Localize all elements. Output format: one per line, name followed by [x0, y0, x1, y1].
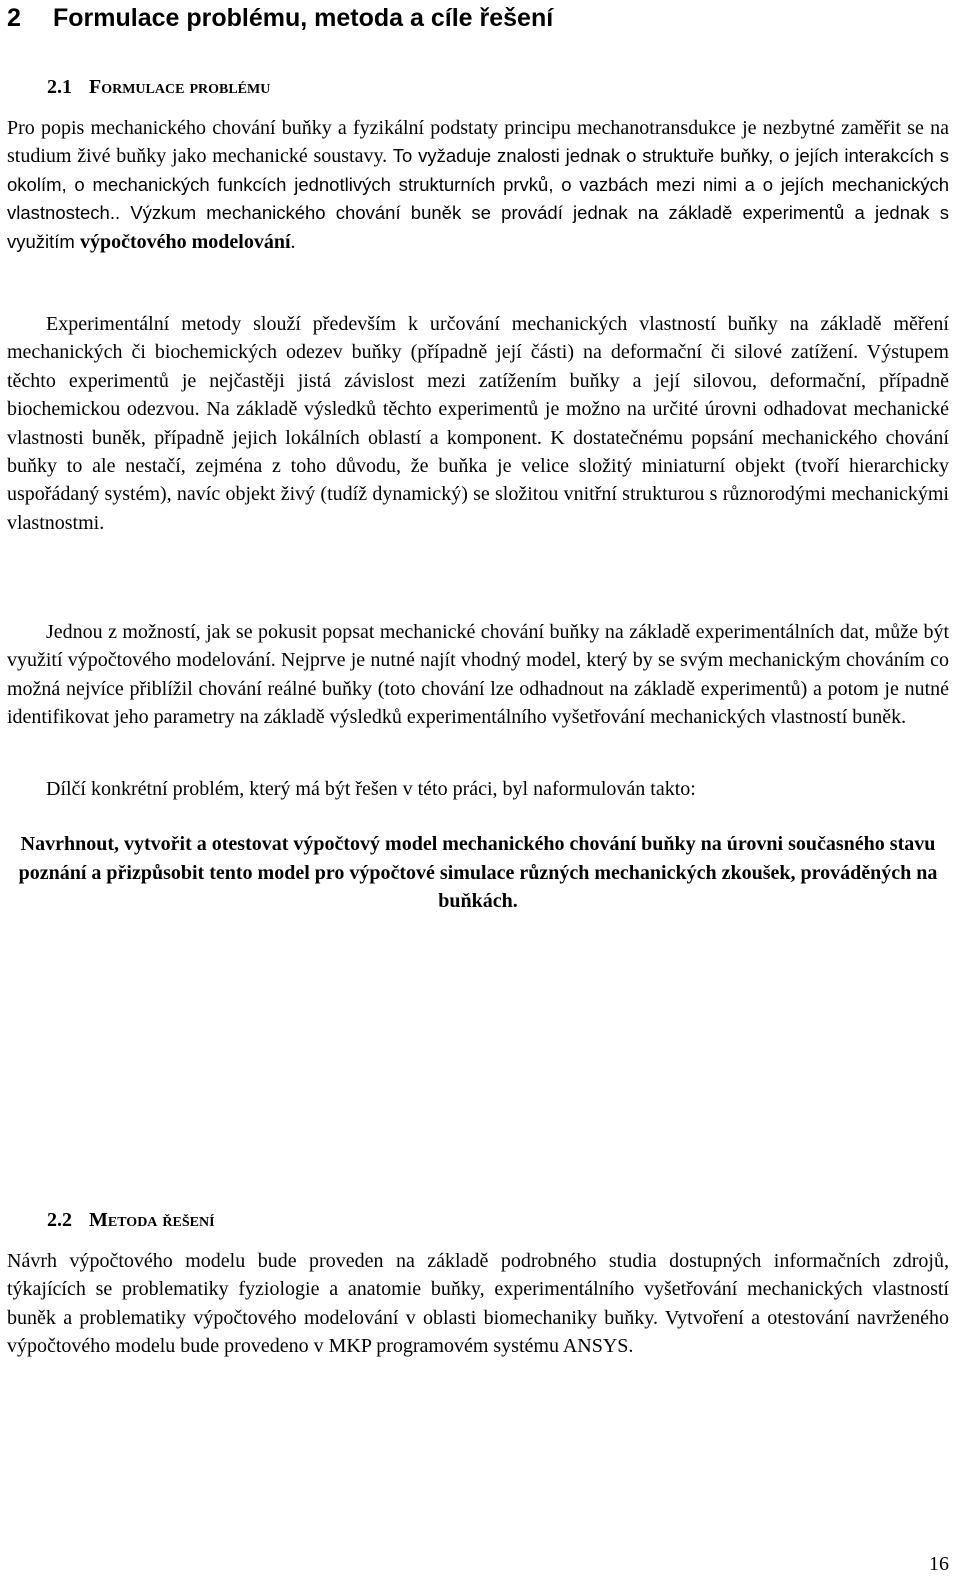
section-number: 2.2 — [47, 1209, 72, 1231]
section-heading-2-2 — [47, 1207, 215, 1233]
paragraph-problem-statement-intro: Dílčí konkrétní problém, který má být řešen v této práci, byl naformulován takto: — [46, 778, 696, 800]
paragraph-end: . — [290, 230, 296, 253]
emphasis-computational-modeling: výpočtového modelování — [79, 230, 291, 253]
paragraph-problem-intro — [7, 114, 949, 256]
chapter-heading — [7, 2, 553, 34]
section-title: Metoda řešení — [89, 1209, 215, 1231]
section-heading-2-1 — [47, 74, 270, 100]
paragraph-text-serif: Pro popis mechanického chování buňky a fyzikální podstaty principu mechanotransdukce je nezbytné zaměřit se na studium živé buňky jako mechanické soustavy. — [7, 117, 949, 168]
paragraph-text-sans: To vyžaduje znalosti jednak o struktuře buňky, o jejích interakcích s okolím, o mechanických funkcích jednotlivých strukturních prvků, o vazbách mezi nimi a o jejích mechanických vlastnostech.. Výzkum mechanického chování buněk se provádí jednak na základě experimentů a jednak s využitím — [7, 145, 949, 252]
problem-statement: Navrhnout, vytvořit a otestovat výpočtový model mechanického chování buňky na úrovni současného stavu poznání a přizpůsobit tento model pro výpočtové simulace různých mechanických zkoušek, prováděných na buňkách. — [18, 833, 938, 912]
paragraph-modeling-approach: Jednou z možností, jak se pokusit popsat mechanické chování buňky na základě experimentálních dat, může být využití výpočtového modelování. Nejprve je nutné najít vhodný model, který by se svým mechanickým chováním co možná nejvíce přiblížil chování reálné buňky (toto chování lze odhadnout na základě experimentů) a potom je nutné identifikovat jeho parametry na základě výsledků experimentálního vyšetřování mechanických vlastností buněk. — [7, 621, 949, 729]
section-number: 2.1 — [47, 76, 72, 98]
paragraph-method: Návrh výpočtového modelu bude proveden na základě podrobného studia dostupných informačních zdrojů, týkajících se problematiky fyziologie a anatomie buňky, experimentálního vyšetřování mechanických vlastností buněk a problematiky výpočtového modelování v oblasti biomechaniky buňky. Vytvoření a otestování navrženého výpočtového modelu bude provedeno v MKP programovém systému ANSYS. — [7, 1250, 949, 1358]
chapter-title: Formulace problému, metoda a cíle řešení — [53, 4, 554, 32]
chapter-number: 2 — [7, 4, 21, 32]
page-number: 16 — [929, 1553, 949, 1575]
paragraph-experimental-methods: Experimentální metody slouží především k určování mechanických vlastností buňky na základě měření mechanických či biochemických odezev buňky (případně její části) na deformační či silové zatížení. Výstupem těchto experimentů je nejčastěji jistá závislost mezi zatížením buňky a její silovou, deformační, případně biochemickou odezvou. Na základě výsledků těchto experimentů je možno na určité úrovni odhadovat mechanické vlastnosti buněk, případně jejich lokálních oblastí a komponent. K dostatečnému popsání mechanického chování buňky to ale nestačí, zejména z toho důvodu, že buňka je velice složitý miniaturní objekt (tvoří hierarchicky uspořádaný systém), navíc objekt živý (tudíž dynamický) se složitou vnitřní strukturou s různorodými mechanickými vlastnostmi. — [7, 313, 949, 534]
section-title: Formulace problému — [89, 76, 271, 98]
